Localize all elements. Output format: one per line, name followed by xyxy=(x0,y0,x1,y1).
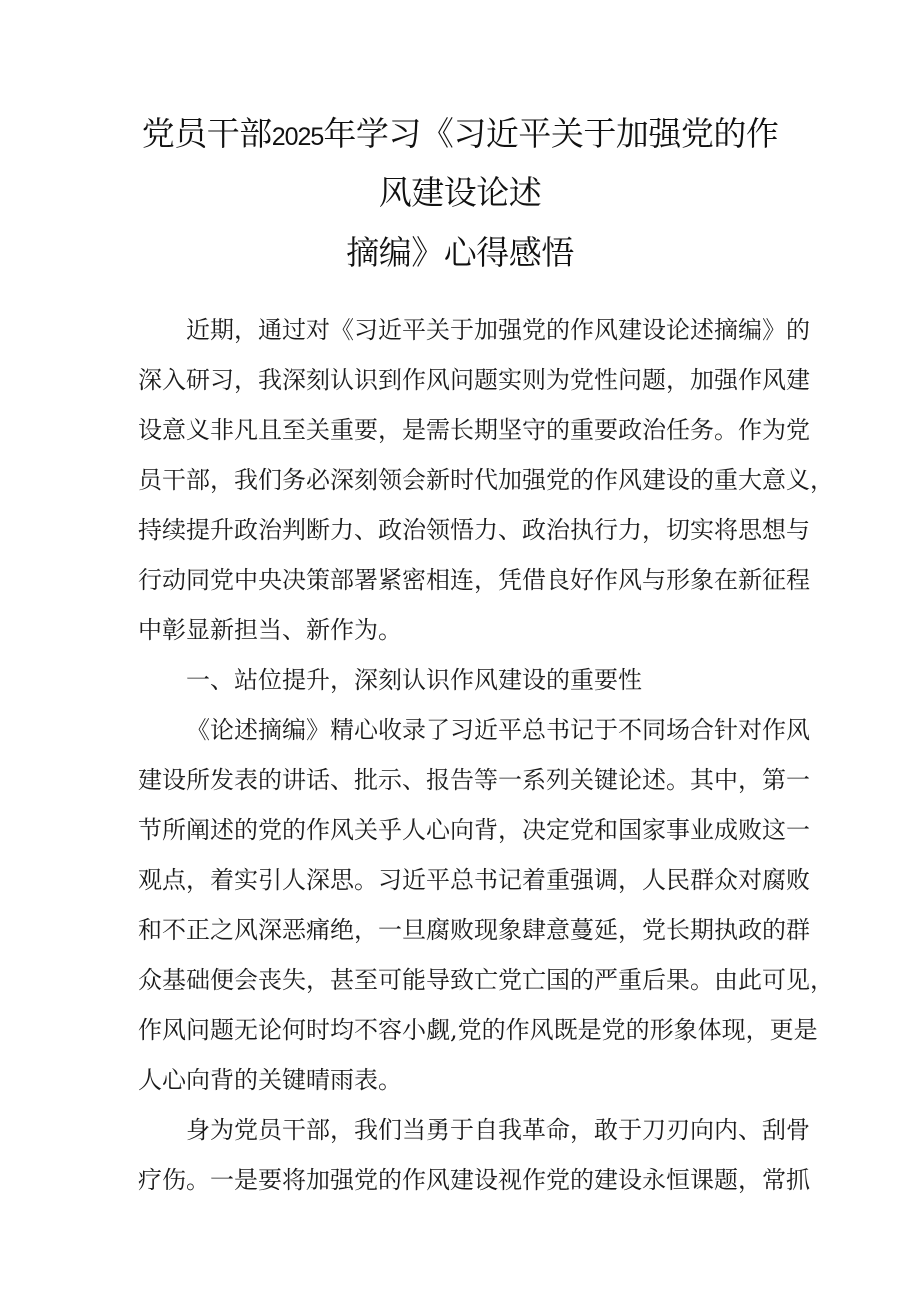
document-title-line-2: 风建设论述 xyxy=(378,173,542,212)
paragraph-line: 建设所发表的讲话、批示、报告等一系列关键论述。其中，第一 xyxy=(138,766,810,794)
paragraph-line: 设意义非凡且至关重要，是需长期坚守的重要政治任务。作为党 xyxy=(138,416,810,444)
paragraph-line: 员干部，我们务必深刻领会新时代加强党的作风建设的重大意义， xyxy=(138,466,834,494)
section-heading: 一、站位提升，深刻认识作风建设的重要性 xyxy=(186,666,642,694)
paragraph-line: 众基础便会丧失，甚至可能导致亡党亡国的严重后果。由此可见， xyxy=(138,966,834,994)
document-title-line-3: 摘编》心得感悟 xyxy=(346,233,574,272)
paragraph-line: 近期，通过对《习近平关于加强党的作风建设论述摘编》的 xyxy=(186,316,810,344)
title-year: 2025 xyxy=(271,123,324,151)
paragraph-line: 行动同党中央决策部署紧密相连，凭借良好作风与形象在新征程 xyxy=(138,566,810,594)
paragraph-line: 作风问题无论何时均不容小觑,党的作风既是党的形象体现，更是 xyxy=(138,1016,818,1044)
title-suffix: 年学习《习近平关于加强党的作 xyxy=(323,114,779,153)
paragraph-line: 疗伤。一是要将加强党的作风建设视作党的建设永恒课题，常抓 xyxy=(138,1166,810,1194)
paragraph-line: 观点，着实引人深思。习近平总书记着重强调，人民群众对腐败 xyxy=(138,866,810,894)
paragraph-line: 持续提升政治判断力、政治领悟力、政治执行力，切实将思想与 xyxy=(138,516,810,544)
paragraph-line: 深入研习，我深刻认识到作风问题实则为党性问题，加强作风建 xyxy=(138,366,810,394)
paragraph-line: 人心向背的关键晴雨表。 xyxy=(138,1066,402,1094)
paragraph-line: 节所阐述的党的作风关乎人心向背，决定党和国家事业成败这一 xyxy=(138,816,810,844)
paragraph-line: 中彰显新担当、新作为。 xyxy=(138,616,402,644)
paragraph-line: 和不正之风深恶痛绝，一旦腐败现象肆意蔓延，党长期执政的群 xyxy=(138,916,810,944)
paragraph-line: 身为党员干部，我们当勇于自我革命，敢于刀刃向内、刮骨 xyxy=(186,1116,810,1144)
document-title-line-1 xyxy=(0,107,920,164)
title-prefix: 党员干部 xyxy=(141,114,272,153)
paragraph-line: 《论述摘编》精心收录了习近平总书记于不同场合针对作风 xyxy=(186,716,810,744)
